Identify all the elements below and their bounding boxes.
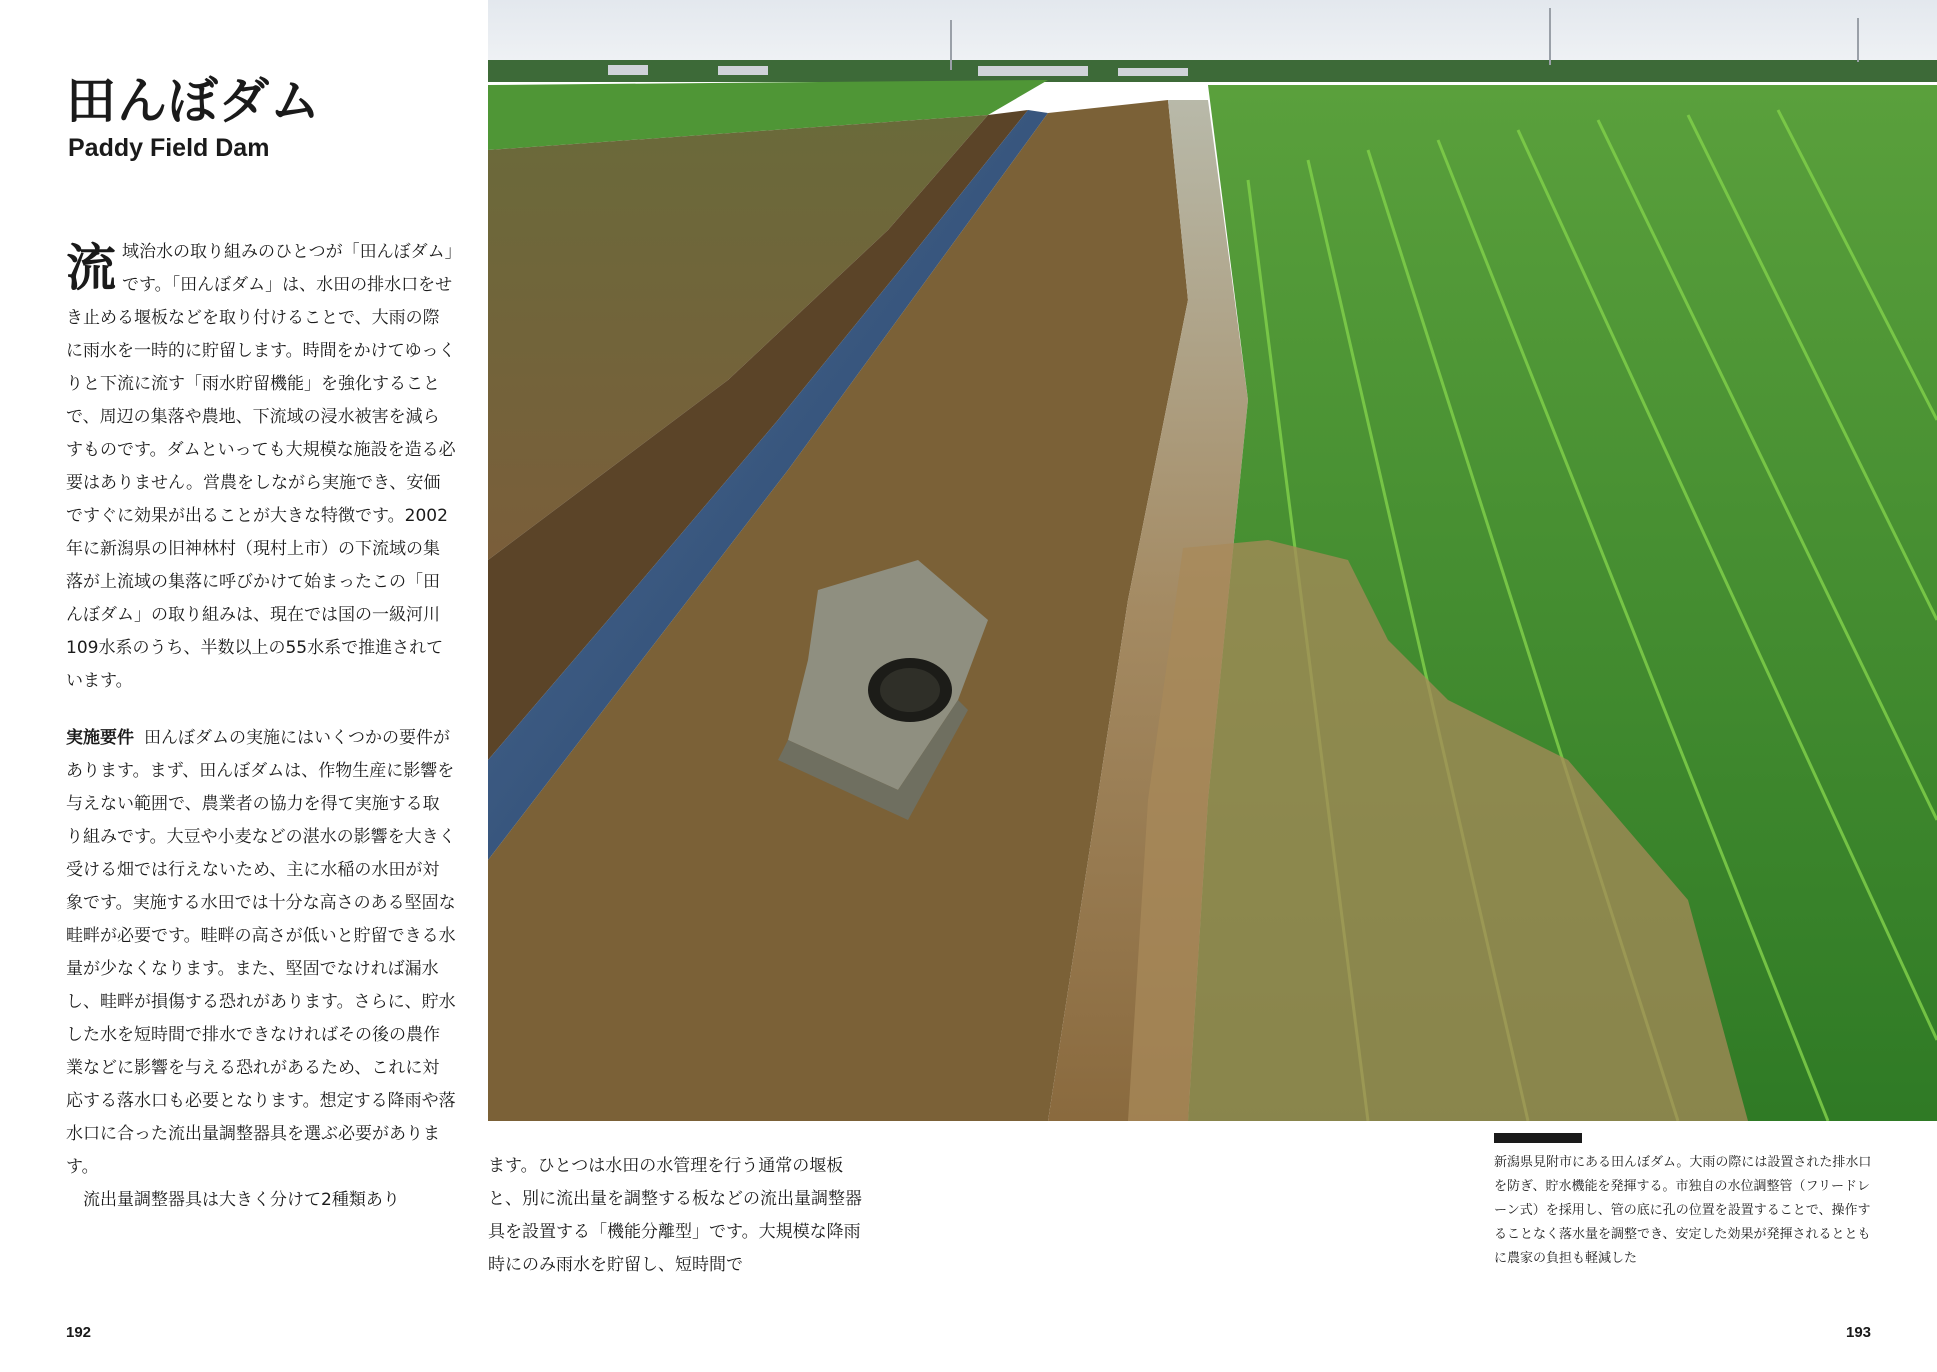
last-line: 流出量調整器具は大きく分けて2種類あり: [83, 1190, 400, 1210]
intro-paragraph: [66, 236, 456, 698]
photo-caption: 新潟県見附市にある田んぼダム。大雨の際には設置された排水口を防ぎ、貯水機能を発揮する。市独自の水位調整管（フリードレーン式）を採用し、管の底に孔の位置を設置することで、操作することなく落水量を調整でき、安定した効果が発揮されるとともに農家の負担も軽減した: [1494, 1155, 1872, 1266]
left-column-text: [66, 236, 456, 1217]
caption-rule: [1494, 1133, 1582, 1143]
right-column-text: [488, 1150, 868, 1282]
requirements-body: 田んぼダムの実施にはいくつかの要件があります。まず、田んぼダムは、作物生産に影響を与えない範囲で、農業者の協力を得て実施する取り組みです。大豆や小麦などの湛水の影響を大きく受ける畑では行えないため、主に水稲の水田が対象です。実施する水田では十分な高さのある堅固な畦畔が必要です。畦畔の高さが低いと貯留できる水量が少なくなります。また、堅固でなければ漏水し、畦畔が損傷する恐れがあります。さらに、貯水した水を短時間で排水できなければその後の農作業などに影響を与える恐れがあるため、これに対応する落水口も必要となります。想定する降雨や落水口に合った流出量調整器具を選ぶ必要があります。: [66, 728, 456, 1177]
paddy-field-photo: [488, 0, 1937, 1121]
continuation-body: ます。ひとつは水田の水管理を行う通常の堰板と、別に流出量を調整する板などの流出量調整器具を設置する「機能分離型」です。大規模な降雨時にのみ雨水を貯留し、短時間で: [488, 1156, 862, 1275]
drop-cap: 流: [66, 239, 116, 297]
intro-body: 域治水の取り組みのひとつが「田んぼダム」です。「田んぼダム」は、水田の排水口をせき止める堰板などを取り付けることで、大雨の際に雨水を一時的に貯留します。時間をかけてゆっくりと下流に流す「雨水貯留機能」を強化することで、周辺の集落や農地、下流域の浸水被害を減らすものです。ダムといっても大規模な施設を造る必要はありません。営農をしながら実施でき、安価ですぐに効果が出ることが大きな特徴です。2002年に新潟県の旧神林村（現村上市）の下流域の集落が上流域の集落に呼びかけて始まったこの「田んぼダム」の取り組みは、現在では国の一級河川109水系のうち、半数以上の55水系で推進されています。: [66, 242, 456, 691]
page-number-left: 192: [66, 1324, 92, 1341]
page-title: 田んぼダム: [66, 72, 321, 130]
page-subtitle: Paddy Field Dam: [68, 134, 270, 162]
section-heading: 実施要件: [66, 728, 134, 748]
page-number-right: 193: [1846, 1324, 1872, 1341]
requirements-paragraph: [66, 722, 456, 1184]
